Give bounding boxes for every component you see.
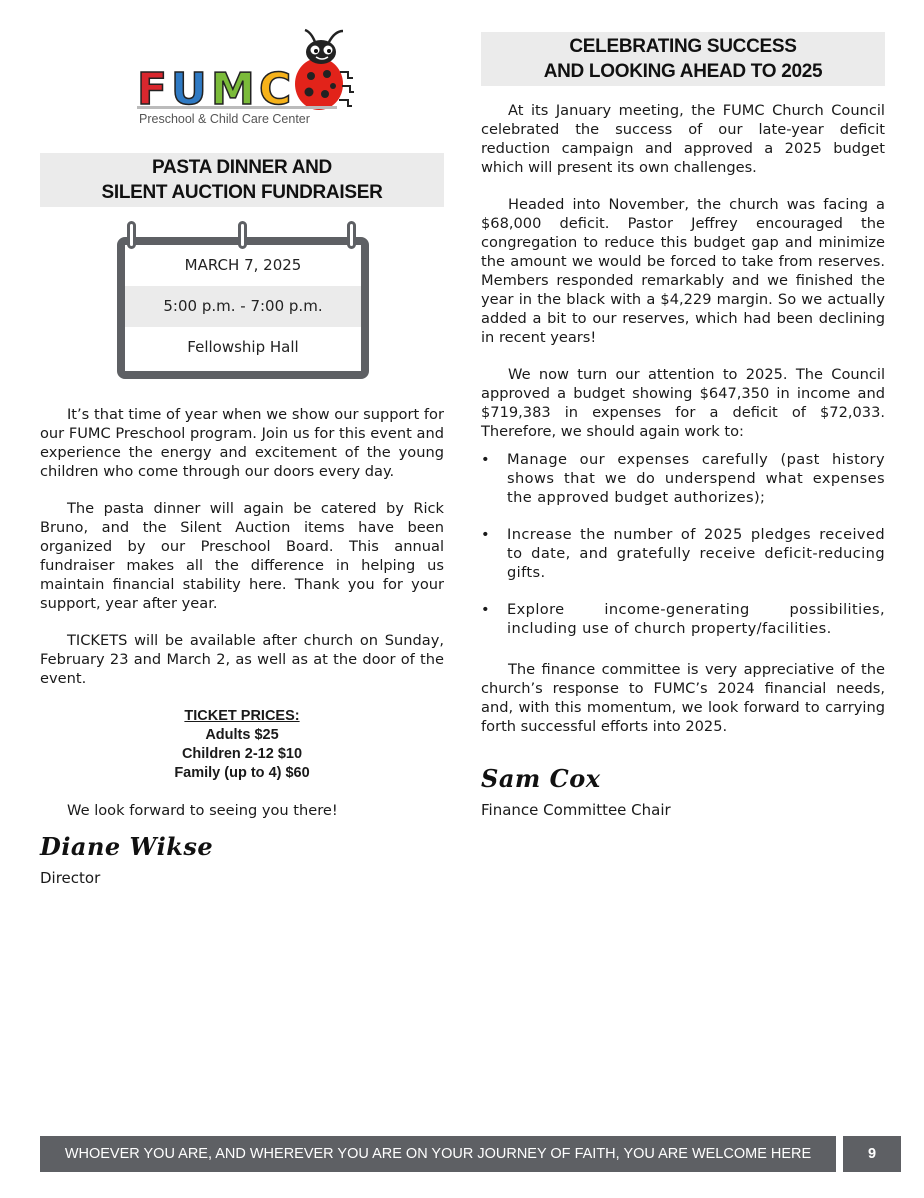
ticket-prices <box>40 707 444 783</box>
calendar-ring-icon <box>127 221 136 249</box>
fumc-preschool-logo <box>135 28 365 128</box>
event-date: MARCH 7, 2025 <box>184 256 302 274</box>
price-children: Children 2-12 $10 <box>181 746 303 762</box>
list-item <box>481 525 885 582</box>
calendar-ring-icon <box>238 221 247 249</box>
bullet-icon: • <box>481 601 491 618</box>
event-calendar <box>117 221 369 379</box>
pasta-dinner-heading-line2: SILENT AUCTION FUNDRAISER <box>101 182 383 203</box>
bullet-text: Increase the number of 2025 pledges received to date, and gratefully receive deficit-reducing gifts. <box>507 526 885 581</box>
director-signature: Diane Wikse <box>40 832 214 861</box>
calendar-frame <box>117 237 369 379</box>
logo-letter-f: F <box>137 64 168 112</box>
right-column <box>481 32 885 819</box>
logo-letter-u: U <box>171 64 207 112</box>
director-title: Director <box>40 869 101 887</box>
left-paragraph: It’s that time of year when we show our support for our FUMC Preschool program. Join us for this event and experience the energy and excitement of the young children who come through our doors every day. <box>40 406 444 480</box>
left-column <box>40 28 444 887</box>
logo-graphic <box>135 28 365 112</box>
bullet-icon: • <box>481 451 491 468</box>
left-paragraph: The pasta dinner will again be catered by Rick Bruno, and the Silent Auction items have been organized by our Preschool Board. This annual fundraiser makes all the difference in helping us maintain financial stability here. Thank you for your support, year after year. <box>40 500 444 612</box>
logo-letter-m: M <box>211 64 255 112</box>
footer-tagline: WHOEVER YOU ARE, AND WHEREVER YOU ARE ON YOUR JOURNEY OF FAITH, YOU ARE WELCOME HERE <box>40 1136 836 1172</box>
celebrating-success-heading <box>481 32 885 86</box>
left-paragraph: TICKETS will be available after church on Sunday, February 23 and March 2, as well as at the door of the event. <box>40 632 444 687</box>
list-item <box>481 600 885 638</box>
page-number: 9 <box>843 1136 901 1172</box>
event-time: 5:00 p.m. - 7:00 p.m. <box>125 286 361 327</box>
calendar-ring-icon <box>347 221 356 249</box>
pasta-dinner-heading <box>40 153 444 207</box>
logo-subtitle: Preschool & Child Care Center <box>139 112 310 126</box>
list-item <box>481 450 885 507</box>
ticket-prices-header: TICKET PRICES: <box>184 708 300 724</box>
bullet-text: Explore income-generating possibilities, including use of church property/facilities. <box>507 601 885 637</box>
goals-list <box>481 450 885 638</box>
pasta-dinner-heading-line1: PASTA DINNER AND <box>152 157 332 178</box>
right-paragraph: Headed into November, the church was facing a $68,000 deficit. Pastor Jeffrey encouraged the congregation to reduce this budget gap and minimize the amount we would be forced to take from reserves. Members responded remarkably and we finished the year in the black with a $4,229 margin. So we actually added a bit to our reserves, which had been declining in recent years! <box>481 196 885 346</box>
bullet-text: Manage our expenses carefully (past history shows that we do underspend what expenses the approved budget authorizes); <box>507 451 885 506</box>
celebrating-heading-line2: AND LOOKING AHEAD TO 2025 <box>543 61 823 82</box>
price-family: Family (up to 4) $60 <box>174 765 310 781</box>
closing-line: We look forward to seeing you there! <box>67 802 338 819</box>
chair-signature: Sam Cox <box>481 764 601 793</box>
price-adults: Adults $25 <box>205 727 279 743</box>
right-paragraph: At its January meeting, the FUMC Church Council celebrated the success of our late-year deficit reduction campaign and approved a 2025 budget which will present its own challenges. <box>481 102 885 176</box>
right-paragraph: We now turn our attention to 2025. The Council approved a budget showing $647,350 in income and $719,383 in expenses for a deficit of $72,033. Therefore, we should again work to: <box>481 366 885 440</box>
event-location: Fellowship Hall <box>187 338 299 356</box>
chair-title: Finance Committee Chair <box>481 801 671 819</box>
celebrating-heading-line1: CELEBRATING SUCCESS <box>569 36 797 57</box>
bullet-icon: • <box>481 526 491 543</box>
finance-closing-paragraph: The finance committee is very appreciative of the church’s response to FUMC’s 2024 financial needs, and, with this momentum, we look forward to carrying forth successful efforts into 2025. <box>481 661 885 735</box>
logo-letter-c: C <box>259 64 292 112</box>
